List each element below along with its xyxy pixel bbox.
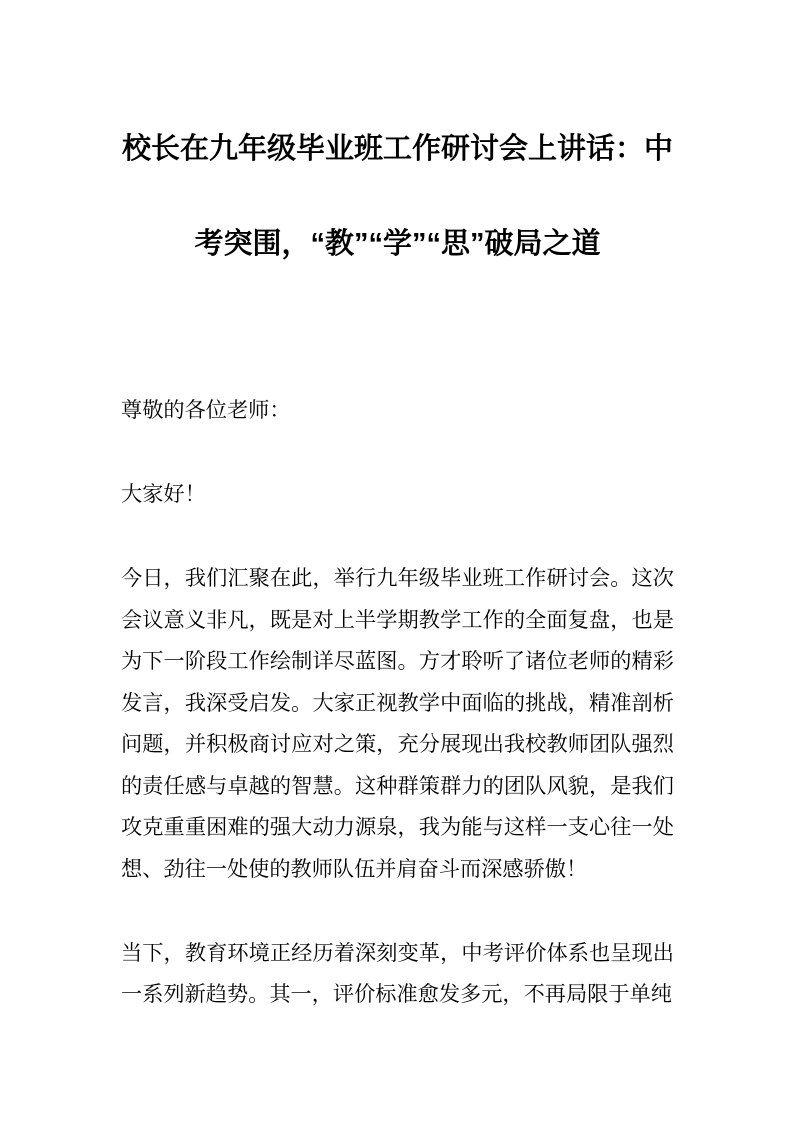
document-title-line-1: 校长在九年级毕业班工作研讨会上讲话：中: [121, 133, 673, 165]
paragraph-body-2: 当下，教育环境正经历着深刻变革，中考评价体系也呈现出一系列新趋势。其一，评价标准愈发多元，不再局限于单纯: [121, 941, 674, 1006]
paragraph-greeting: 大家好！: [121, 483, 206, 506]
paragraph-salutation: 尊敬的各位老师：: [121, 399, 291, 422]
document-content: [0, 102, 793, 1016]
document-title-line-2: 考突围，“教”“学”“思”破局之道: [194, 228, 601, 260]
paragraph-body-1: 今日，我们汇聚在此，举行九年级毕业班工作研讨会。这次会议意义非凡，既是对上半学期教学工作的全面复盘，也是为下一阶段工作绘制详尽蓝图。方才聆听了诸位老师的精彩发言，我深受启发。大家正视教学中面临的挑战，精准剖析问题，并积极商讨应对之策，充分展现出我校教师团队强烈的责任感与卓越的智慧。这种群策群力的团队风貌，是我们攻克重重困难的强大动力源泉，我为能与这样一支心往一处想、劲往一处使的教师队伍并肩奋斗而深感骄傲！: [121, 567, 674, 881]
document-title: [121, 102, 674, 292]
